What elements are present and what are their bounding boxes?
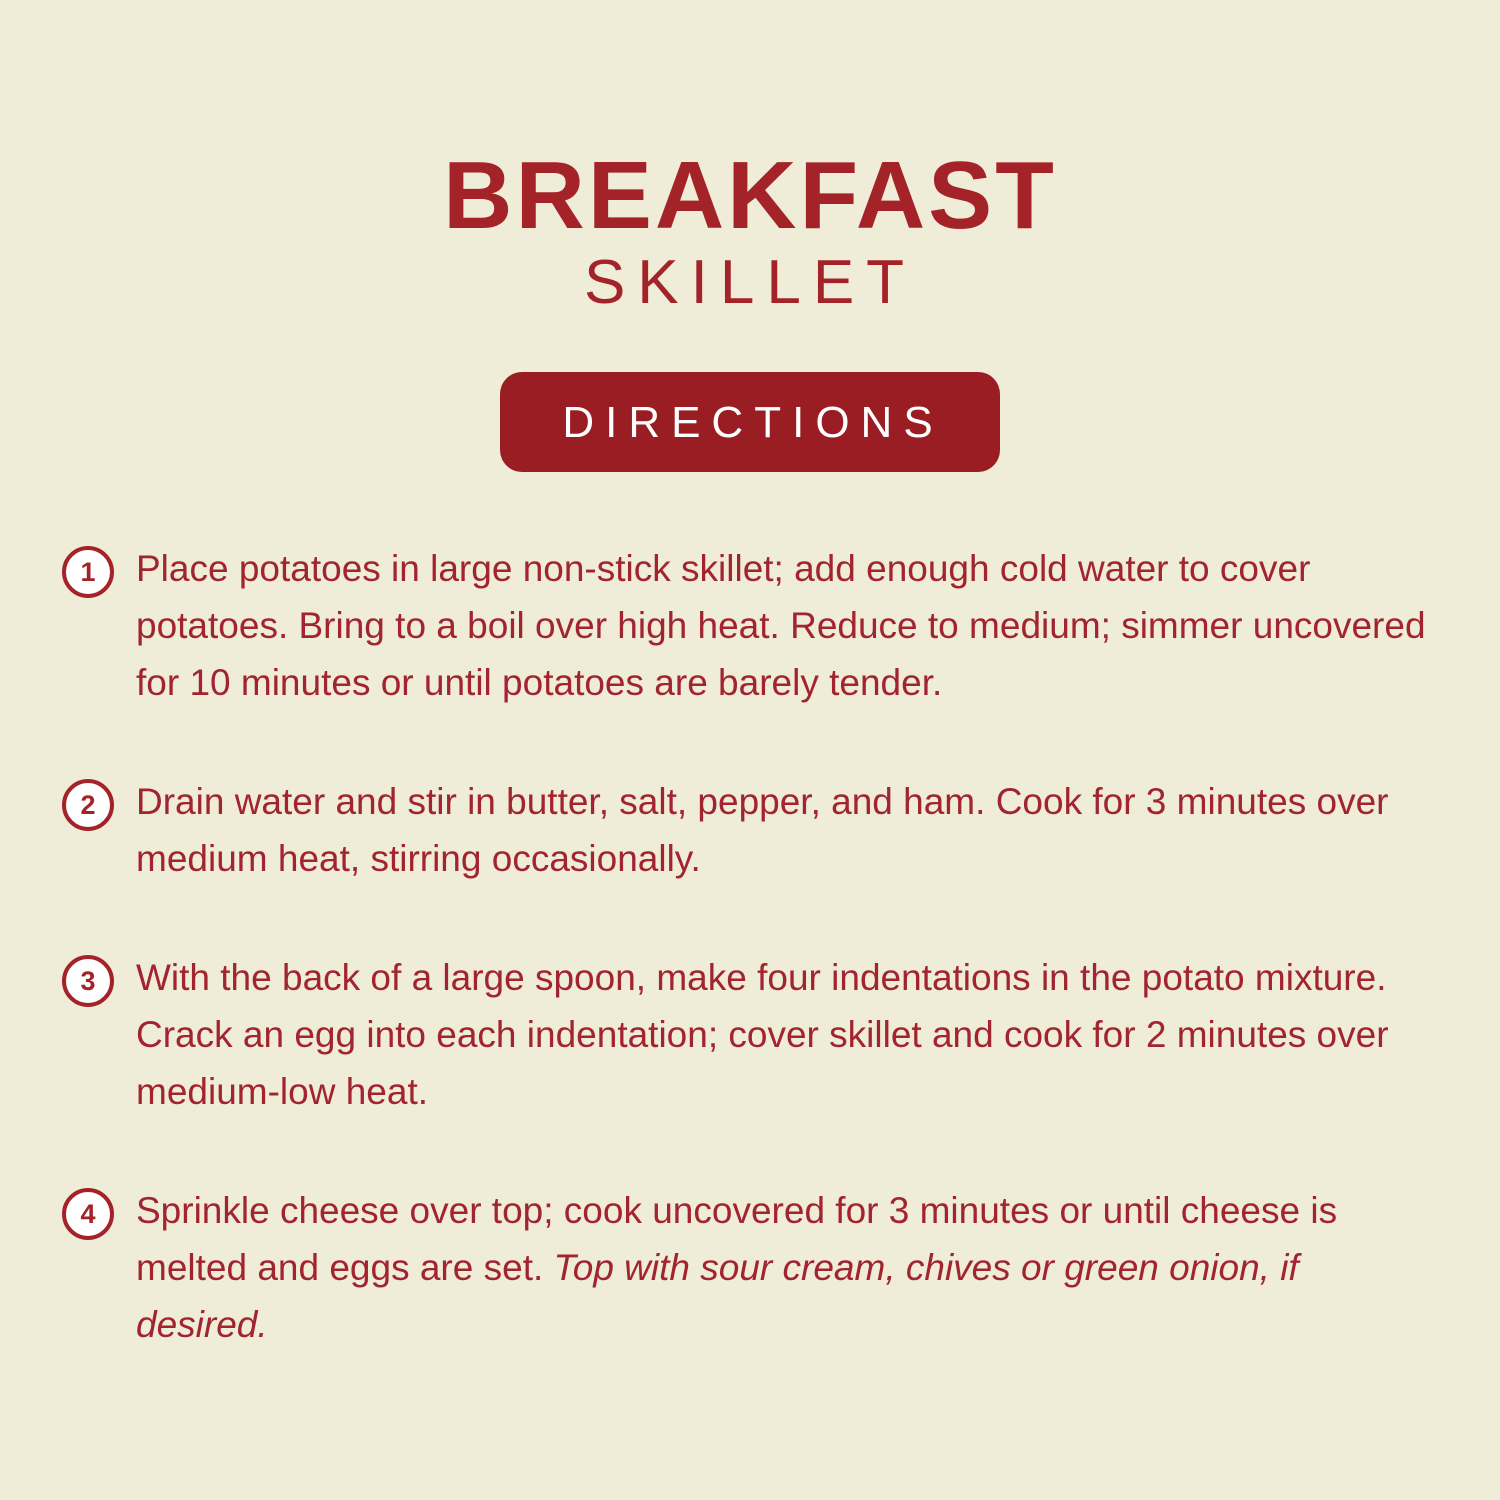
step-text [136, 540, 1426, 711]
directions-steps-list [0, 540, 1500, 1353]
step-text [136, 949, 1426, 1120]
directions-badge-container [0, 372, 1500, 472]
step-text-main: With the back of a large spoon, make four indentations in the potato mixture. Crack an egg into each indentation; cover skillet and cook for 2 minutes over medium-low heat. [136, 957, 1389, 1112]
step-text-main: Drain water and stir in butter, salt, pepper, and ham. Cook for 3 minutes over medium heat, stirring occasionally. [136, 781, 1389, 879]
step-text [136, 1182, 1426, 1353]
directions-badge: DIRECTIONS [500, 372, 999, 472]
direction-step-2 [62, 773, 1432, 887]
recipe-subtitle: SKILLET [583, 248, 917, 317]
direction-step-1 [62, 540, 1432, 711]
step-number-badge: 1 [62, 546, 114, 598]
step-text-italic: Top with sour cream, chives or green onion, if desired. [136, 1247, 1299, 1345]
step-number-badge: 3 [62, 955, 114, 1007]
recipe-header [0, 0, 1500, 317]
recipe-title: BREAKFAST [443, 142, 1057, 249]
step-text [136, 773, 1426, 887]
step-text-main: Place potatoes in large non-stick skillet; add enough cold water to cover potatoes. Bring to a boil over high heat. Reduce to medium; simmer uncovered for 10 minutes or until potatoes are barely tender. [136, 548, 1426, 703]
direction-step-3 [62, 949, 1432, 1120]
step-number-badge: 4 [62, 1188, 114, 1240]
direction-step-4 [62, 1182, 1432, 1353]
step-text-main: Sprinkle cheese over top; cook uncovered for 3 minutes or until cheese is melted and eggs are set. [136, 1190, 1338, 1288]
step-number-badge: 2 [62, 779, 114, 831]
